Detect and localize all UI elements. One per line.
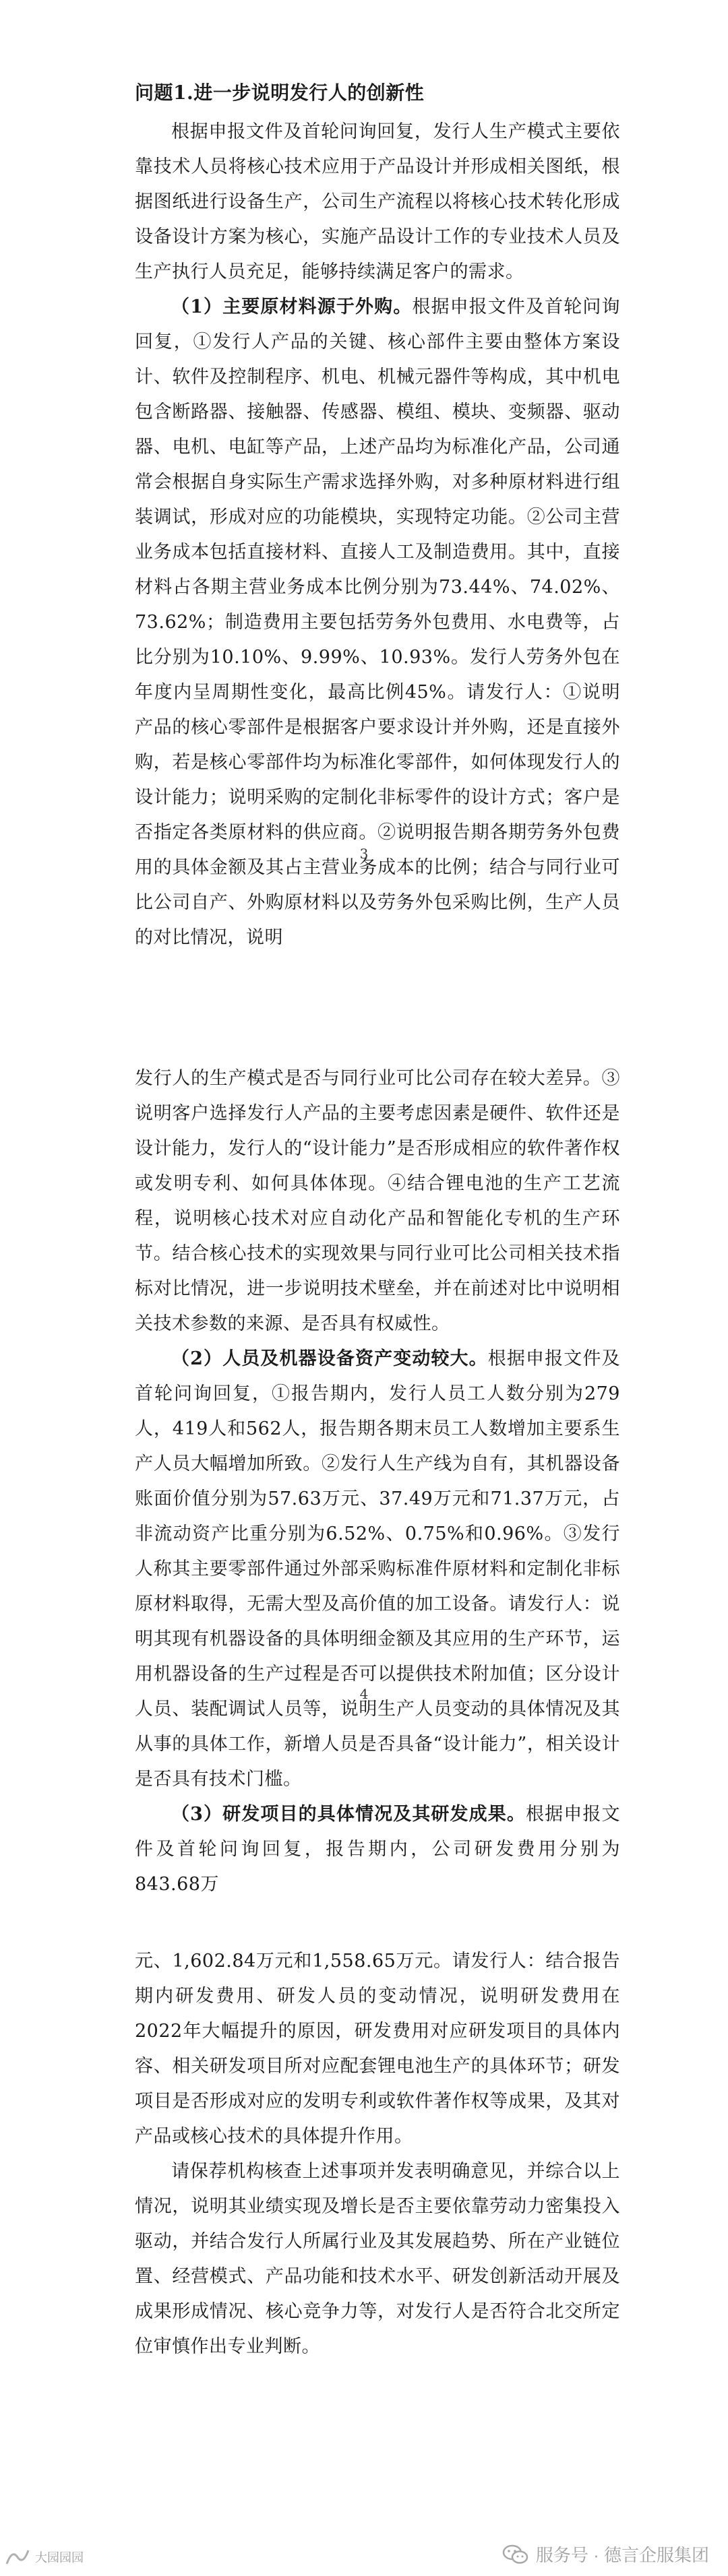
- section-1-title: （1）主要原材料源于外购。: [171, 296, 413, 317]
- document-page-2: [0, 896, 728, 1895]
- watermark-right-text: 服务号 · 德言企服集团: [535, 2545, 709, 2565]
- page-3-body: [135, 1944, 620, 2364]
- watermark-left-text: 大园园园: [35, 2551, 84, 2565]
- section-3-text: 根据申报文件及首轮问询回复，报告期内，公司研发费用分别为843.68万: [135, 1804, 621, 1895]
- intro-paragraph: 根据申报文件及首轮问询回复，发行人生产模式主要依靠技术人员将核心技术应用于产品设计并形成相关图纸，根据图纸进行设备生产，公司生产流程以将核心技术转化形成设备设计方案为核心，实施产品设计工作的专业技术人员及生产执行人员充足，能够持续满足客户的需求。: [135, 121, 620, 282]
- conclusion-paragraph: 请保荐机构核查上述事项并发表明确意见，并综合以上情况，说明其业绩实现及增长是否主要依靠劳动力密集投入驱动，并结合发行人所属行业及其发展趋势、所在产业链位置、经营模式、产品功能和技术水平、研发创新活动开展及成果形成情况、核心竞争力等，对发行人是否符合北交所定位审慎作出专业判断。: [135, 2161, 620, 2357]
- document-page-3: [0, 1738, 728, 2576]
- document-page-1: [0, 0, 728, 948]
- wechat-icon: [502, 2544, 529, 2565]
- section-3-continued-paragraph: 元、1,602.84万元和1,558.65万元。请发行人：结合报告期内研发费用、研发人员的变动情况，说明研发费用在2022年大幅提升的原因，研发费用对应研发项目的具体内容、相关研发项目所对应配套锂电池生产的具体环节；研发项目是否形成对应的发明专利或软件著作权等成果，及其对产品或核心技术的具体提升作用。: [135, 1951, 620, 2147]
- section-3-title: （3）研发项目的具体情况及其研发成果。: [171, 1804, 526, 1825]
- watermark-left: [4, 2546, 84, 2568]
- question-heading: 问题1.进一步说明发行人的创新性: [135, 82, 425, 104]
- page-number-3: 3: [359, 846, 369, 862]
- section-2-title: （2）人员及机器设备资产变动较大。: [171, 1348, 488, 1369]
- watermark-right: [502, 2542, 709, 2567]
- section-2-text: 根据申报文件及首轮问询回复，①报告期内，发行人员工人数分别为279人，419人和562人，报告期各期末员工人数增加主要系生产人员大幅增加所致。②发行人生产线为自有，其机器设备账面价值分别为57.63万元、37.49万元和71.37万元，占非流动资产比重分别为6.52%、0.75%和0.96%。③发行人称其主要零部件通过外部采购标准件原材料和定制化非标原材料取得，无需大型及高价值的加工设备。请发行人：说明其现有机器设备的具体明细金额及其应用的生产环节，运用机器设备的生产过程是否可以提供技术附加值；区分设计人员、装配调试人员等，说明生产人员变动的具体情况及其从事的具体工作，新增人员是否具备“设计能力”，相关设计是否具有技术门槛。: [135, 1348, 621, 1790]
- section-1-text: 根据申报文件及首轮问询回复，①发行人产品的关键、核心部件主要由整体方案设计、软件及控制程序、机电、机械元器件等构成，其中机电包含断路器、接触器、传感器、模组、模块、变频器、驱动器、电机、电缸等产品，上述产品均为标准化产品，公司通常会根据自身实际生产需求选择外购，对多种原材料进行组装调试，形成对应的功能模块，实现特定功能。②公司主营业务成本包括直接材料、直接人工及制造费用。其中，直接材料占各期主营业务成本比例分别为73.44%、74.02%、73.62%；制造费用主要包括劳务外包费用、水电费等，占比分别为10.10%、9.99%、10.93%。发行人劳务外包在年度内呈周期性变化，最高比例45%。请发行人：①说明产品的核心零部件是根据客户要求设计并外购，还是直接外购，若是核心零部件均为标准化零部件，如何体现发行人的设计能力；说明采购的定制化非标零件的设计方式；客户是否指定各类原材料的供应商。②说明报告期各期劳务外包费用的具体金额及其占主营业务成本的比例；结合与同行业可比公司自产、外购原材料以及劳务外包采购比例，生产人员的对比情况，说明: [135, 296, 621, 948]
- page-number-4: 4: [359, 1686, 369, 1702]
- watermark-logo-icon: [4, 2546, 31, 2568]
- section-2-paragraph: [135, 1342, 620, 1797]
- page-1-body: [135, 75, 620, 955]
- section-1-continued-paragraph: 发行人的生产模式是否与同行业可比公司存在较大差异。③说明客户选择发行人产品的主要考虑因素是硬件、软件还是设计能力，发行人的“设计能力”是否形成相应的软件著作权或发明专利、如何具体体现。④结合锂电池的生产工艺流程，说明核心技术对应自动化产品和智能化专机的生产环节。结合核心技术的实现效果与同行业可比公司相关技术指标对比情况，进一步说明技术壁垒，并在前述对比中说明相关技术参数的来源、是否具有权威性。: [135, 1068, 620, 1334]
